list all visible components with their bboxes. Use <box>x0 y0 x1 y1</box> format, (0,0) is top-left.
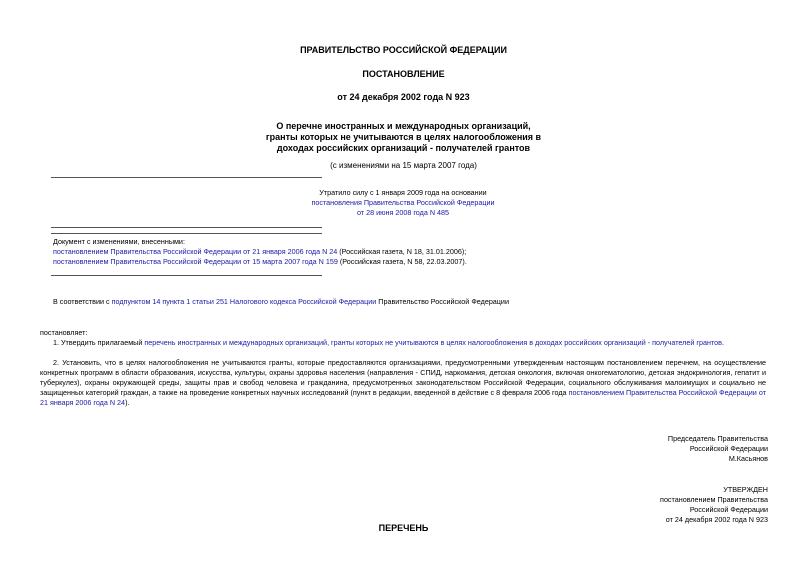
government-heading: ПРАВИТЕЛЬСТВО РОССИЙСКОЙ ФЕДЕРАЦИИ <box>300 45 507 55</box>
doc-title-line-2: гранты которых не учитываются в целях налогообложения в <box>265 132 542 142</box>
signature-name: М.Касьянов <box>728 454 768 463</box>
paragraph-2-end: ). <box>125 398 130 407</box>
signature-position: Председатель Правительства <box>667 434 768 443</box>
preamble-start: В соответствии с <box>53 297 112 306</box>
approved-by: постановлением Правительства <box>660 495 768 504</box>
void-notice-link-1[interactable]: постановления Правительства Российской Федерации <box>311 198 495 207</box>
divider-4 <box>51 275 322 276</box>
approved-country: Российской Федерации <box>689 505 768 514</box>
paragraph-2 <box>40 358 766 408</box>
changes-block <box>53 237 773 267</box>
paragraph-1 <box>53 338 793 348</box>
paragraph-2-link[interactable]: постановлением Правительства Российской Федерации от 21 января 2006 года N 24 <box>40 388 766 407</box>
divider-1 <box>51 177 322 178</box>
changes-item-2-tail: (Российская газета, N 58, 22.03.2007). <box>337 257 467 266</box>
changes-item-2 <box>53 257 773 267</box>
void-notice <box>270 188 536 218</box>
signature-block <box>560 434 768 464</box>
divider-2 <box>51 227 322 228</box>
changes-intro: Документ с изменениями, внесенными: <box>53 237 185 246</box>
decrees-word: постановляет: <box>40 328 88 337</box>
changes-item-2-link[interactable]: постановлением Правительства Российской Федерации от 15 марта 2007 года N 159 <box>53 257 338 266</box>
preamble <box>53 297 773 307</box>
list-title: ПЕРЕЧЕНЬ <box>378 523 429 533</box>
void-notice-line: Утратило силу с 1 января 2009 года на основании <box>319 188 487 197</box>
approved-date: от 24 декабря 2002 года N 923 <box>665 515 768 524</box>
amendments-note: (с изменениями на 15 марта 2007 года) <box>330 161 477 170</box>
changes-item-1-link[interactable]: постановлением Правительства Российской Федерации от 21 января 2006 года N 24 <box>53 247 338 256</box>
signature-country: Российской Федерации <box>689 444 768 453</box>
doc-title-line-3: доходах российских организаций - получателей грантов <box>276 143 531 153</box>
doc-date-number: от 24 декабря 2002 года N 923 <box>337 92 470 102</box>
preamble-end: Правительство Российской Федерации <box>376 297 509 306</box>
preamble-link[interactable]: подпунктом 14 пункта 1 статьи 251 Налогового кодекса Российской Федерации <box>111 297 377 306</box>
changes-item-1-tail: (Российская газета, N 18, 31.01.2006); <box>337 247 467 256</box>
approved-label: УТВЕРЖДЕН <box>723 485 768 494</box>
paragraph-2-text: 2. Установить, что в целях налогообложения не учитываются гранты, которые предоставляются организациями, предусмотренными утвержденным настоящим постановлением перечнем, на осуществление конкретных программ в области образования, искусства, культуры, охраны здоровья населения (направления - СПИД, наркомания, детская онкология, включая онкогематологию, детская эндокринология, гепатит и туберкулез), охраны окружающей среды, защиты прав и свобод человека и гражданина, предусмотренных законодательством Российской Федерации, социального обслуживания малоимущих и социально не защищенных категорий граждан, а также на проведение конкретных научных исследований (пункт в редакции, введенной в действие с 8 февраля 2006 года <box>40 358 766 397</box>
divider-3 <box>51 233 322 234</box>
void-notice-link-2[interactable]: от 28 июня 2008 года N 485 <box>356 208 450 217</box>
paragraph-1-start: 1. Утвердить прилагаемый <box>53 338 145 347</box>
paragraph-1-end: . <box>721 338 724 347</box>
doc-title-line-1: О перечне иностранных и международных организаций, <box>276 121 531 131</box>
changes-item-1 <box>53 247 773 257</box>
paragraph-1-link[interactable]: перечень иностранных и международных организаций, гранты которых не учитываются в целях налогообложения в доходах российских организаций - получателей грантов <box>144 338 722 347</box>
approved-block <box>560 485 768 525</box>
doc-type-heading: ПОСТАНОВЛЕНИЕ <box>362 69 445 79</box>
doc-title <box>0 121 807 154</box>
